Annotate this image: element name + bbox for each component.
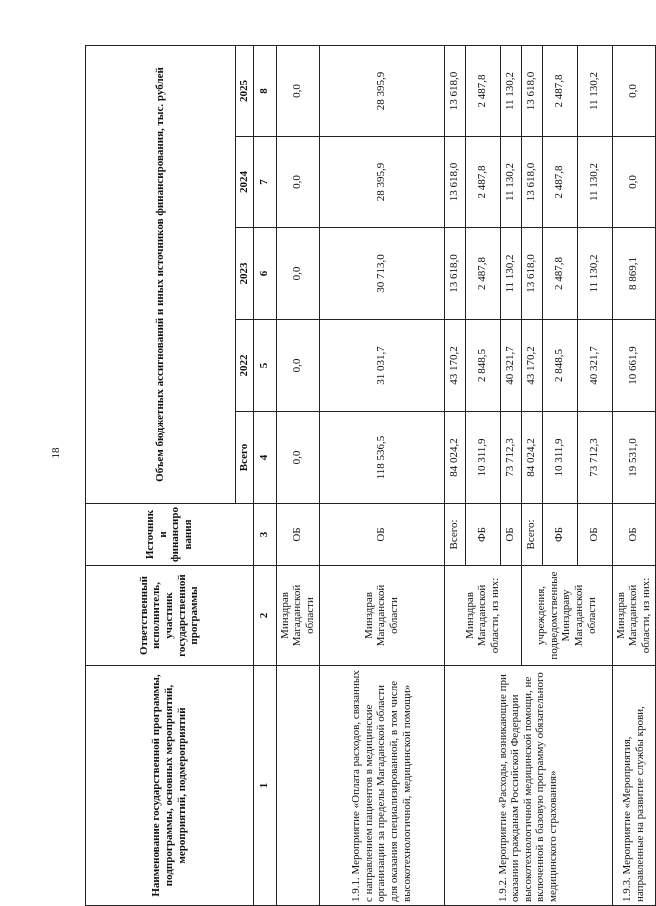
row-name: 1.9.1. Мероприятие «Оплата расходов, связанных с направлением пациентов в медицинские организации за пределы Магаданской области для оказания специализированной, в том числе высокотехнологичной, медицинской помощи» — [319, 666, 444, 906]
value-2023: 2 487,8 — [542, 228, 577, 320]
row-source: ОБ — [577, 504, 612, 566]
row-source: ФБ — [542, 504, 577, 566]
col-num-3: 3 — [253, 504, 276, 566]
value-2024: 13 618,0 — [521, 137, 542, 228]
value-total: 118 536,5 — [319, 412, 444, 504]
value-2022: 10 661,9 — [612, 320, 655, 412]
value-2022: 2 848,5 — [465, 320, 500, 412]
value-2022: 31 031,7 — [319, 320, 444, 412]
value-total: 73 712,3 — [500, 412, 521, 504]
col-num-7: 7 — [253, 137, 276, 228]
header-volume: Объем бюджетных ассигнований и иных источников финансирования, тыс. рублей — [86, 45, 236, 503]
row-name: 1.9.2. Мероприятие «Расходы, возникающие при оказании гражданам Российской Федерации высокотехнологичной медицинской помощи, не включенной в базовую программу обязательного медицинского страхования» — [444, 666, 612, 906]
value-2025: 28 395,9 — [319, 45, 444, 136]
row-source: Всего: — [521, 504, 542, 566]
value-2022: 0,0 — [276, 320, 319, 412]
value-2025: 13 618,0 — [444, 45, 465, 136]
value-2024: 0,0 — [276, 137, 319, 228]
value-total: 19 531,0 — [612, 412, 655, 504]
value-2025: 11 130,2 — [577, 45, 612, 136]
value-2023: 2 487,8 — [465, 228, 500, 320]
col-num-2: 2 — [253, 566, 276, 666]
row-responsible: Минздрав Магаданской области — [276, 566, 319, 666]
page-number: 18 — [50, 447, 62, 459]
value-2024: 11 130,2 — [500, 137, 521, 228]
row-responsible: Минздрав Магаданской области, из них: — [444, 566, 521, 666]
value-2023: 11 130,2 — [577, 228, 612, 320]
row-source: ОБ — [500, 504, 521, 566]
value-2024: 28 395,9 — [319, 137, 444, 228]
value-total: 84 024,2 — [444, 412, 465, 504]
value-2022: 40 321,7 — [577, 320, 612, 412]
row-name — [276, 666, 319, 906]
value-2025: 13 618,0 — [521, 45, 542, 136]
value-2024: 2 487,8 — [542, 137, 577, 228]
value-2022: 40 321,7 — [500, 320, 521, 412]
rotated-page — [85, 46, 652, 906]
value-2022: 2 848,5 — [542, 320, 577, 412]
header-year-2023: 2023 — [236, 228, 254, 320]
header-year-2025: 2025 — [236, 45, 254, 136]
value-2023: 30 713,0 — [319, 228, 444, 320]
row-source: ОБ — [276, 504, 319, 566]
value-2025: 0,0 — [612, 45, 655, 136]
table-row — [612, 45, 655, 905]
value-2022: 43 170,2 — [444, 320, 465, 412]
header-row — [86, 45, 236, 905]
value-2023: 11 130,2 — [500, 228, 521, 320]
col-num-1: 1 — [253, 666, 276, 906]
value-2025: 2 487,8 — [542, 45, 577, 136]
value-total: 84 024,2 — [521, 412, 542, 504]
row-source: ОБ — [319, 504, 444, 566]
value-total: 0,0 — [276, 412, 319, 504]
value-total: 73 712,3 — [577, 412, 612, 504]
table-viewport — [85, 46, 652, 906]
row-responsible: Минздрав Магаданской области, из них: — [612, 566, 655, 666]
header-year-2022: 2022 — [236, 320, 254, 412]
row-responsible: Минздрав Магаданской области — [319, 566, 444, 666]
col-num-6: 6 — [253, 228, 276, 320]
row-responsible: учреждения, подведомственные Минздраву Магаданской области — [521, 566, 612, 666]
value-total: 10 311,9 — [542, 412, 577, 504]
header-year-total: Всего — [236, 412, 254, 504]
value-2025: 11 130,2 — [500, 45, 521, 136]
value-2023: 0,0 — [276, 228, 319, 320]
row-source: ОБ — [612, 504, 655, 566]
value-2022: 43 170,2 — [521, 320, 542, 412]
value-2023: 8 869,1 — [612, 228, 655, 320]
value-total: 10 311,9 — [465, 412, 500, 504]
budget-table — [85, 45, 656, 906]
col-num-5: 5 — [253, 320, 276, 412]
table-row — [444, 45, 465, 905]
header-responsible: Ответственный исполнитель, участник государственной программы — [86, 566, 254, 666]
value-2024: 0,0 — [612, 137, 655, 228]
value-2024: 11 130,2 — [577, 137, 612, 228]
value-2024: 2 487,8 — [465, 137, 500, 228]
table-row — [319, 45, 444, 905]
value-2024: 13 618,0 — [444, 137, 465, 228]
header-year-2024: 2024 — [236, 137, 254, 228]
row-source: ФБ — [465, 504, 500, 566]
value-2025: 0,0 — [276, 45, 319, 136]
column-number-row — [253, 45, 276, 905]
value-2023: 13 618,0 — [521, 228, 542, 320]
col-num-4: 4 — [253, 412, 276, 504]
value-2025: 2 487,8 — [465, 45, 500, 136]
value-2023: 13 618,0 — [444, 228, 465, 320]
table-row — [276, 45, 319, 905]
row-name: 1.9.3. Мероприятие «Мероприятия, направленные на развитие службы крови, — [612, 666, 655, 906]
row-source: Всего: — [444, 504, 465, 566]
header-name: Наименование государственной программы, подпрограммы, основных мероприятий, мероприятий, подмероприятий — [86, 666, 254, 906]
col-num-8: 8 — [253, 45, 276, 136]
header-source: Источник и финансиро вания — [86, 504, 254, 566]
